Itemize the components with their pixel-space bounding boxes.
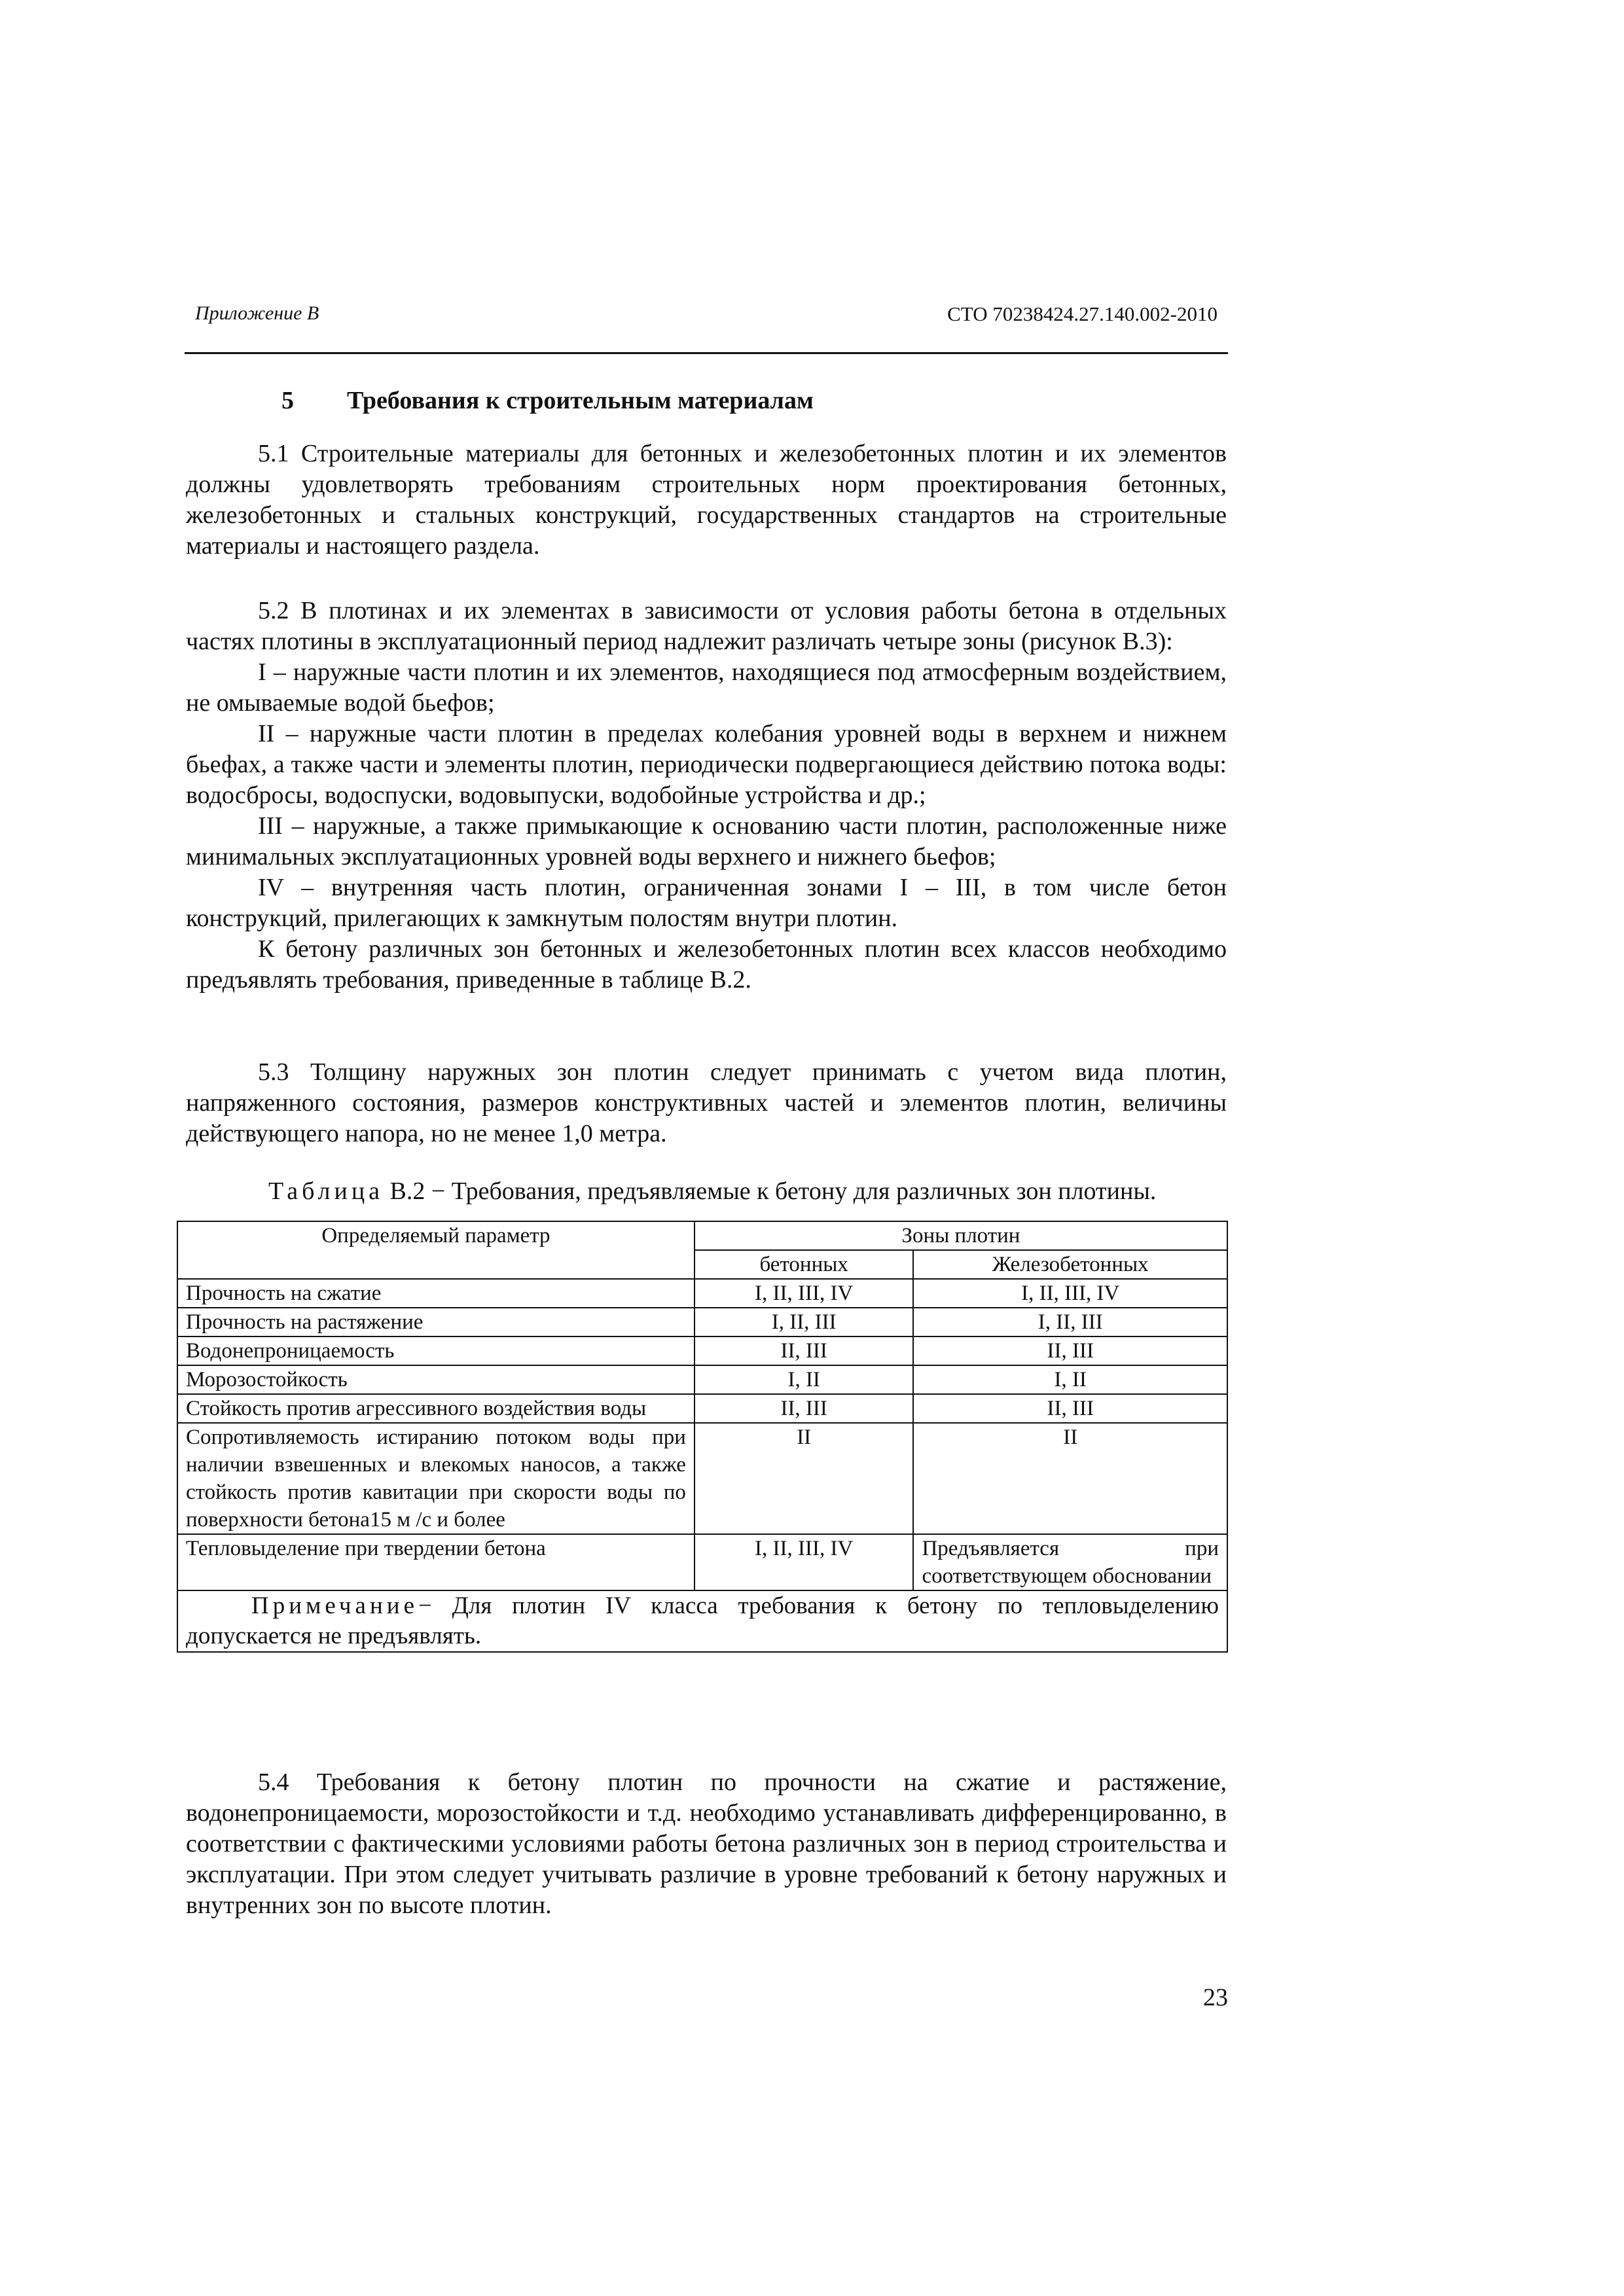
row-concrete: II: [695, 1423, 914, 1534]
paragraph-5-1-text: 5.1 Строительные материалы для бетонных и железобетонных плотин и их элементов должны удовлетворять требованиям строительных норм проектирования бетонных, железобетонных и стальных конструкций, государственных стандартов на строительные материалы и настоящего раздела.: [186, 440, 1227, 560]
table-caption: [268, 1177, 1156, 1206]
row-rc: I, II: [913, 1365, 1227, 1394]
zone-1-description: I – наружные части плотин и их элементов, находящиеся под атмосферным воздействием, не омываемые водой бьефов;: [186, 658, 1227, 717]
table-row: [177, 1534, 1227, 1590]
row-concrete: II, III: [695, 1336, 914, 1365]
row-concrete: I, II, III, IV: [695, 1534, 914, 1590]
paragraph-5-1: [186, 439, 1227, 562]
page-header: [185, 300, 1228, 354]
paragraph-5-2-intro: 5.2 В плотинах и их элементах в зависимости от условия работы бетона в отдельных частях плотины в эксплуатационный период надлежит различать четыре зоны (рисунок В.3):: [186, 597, 1227, 655]
table-row: [177, 1308, 1227, 1336]
zone-3-description: III – наружные, а также примыкающие к основанию части плотин, расположенные ниже минимальных эксплуатационных уровней воды верхнего и нижнего бьефов;: [186, 812, 1227, 870]
table-row: [177, 1423, 1227, 1534]
zone-2-description: II – наружные части плотин в пределах колебания уровней воды в верхнем и нижнем бьефах, а также части и элементы плотин, периодически подвергающиеся действию потока воды: водосбросы, водоспуски, водовыпуски, водобойные устройства и др.;: [186, 720, 1227, 809]
row-param: Прочность на растяжение: [177, 1308, 695, 1336]
header-reinforced-concrete: Железобетонных: [913, 1250, 1227, 1279]
row-concrete: I, II: [695, 1365, 914, 1394]
page-number: 23: [1203, 1984, 1228, 2011]
note-text: − Для плотин IV класса требования к бетону по тепловыделению допускается не предъявлять.: [186, 1592, 1219, 1649]
row-param: Водонепроницаемость: [177, 1336, 695, 1365]
row-param: Стойкость против агрессивного воздействия воды: [177, 1394, 695, 1423]
row-rc: I, II, III, IV: [913, 1279, 1227, 1308]
note-label: Примечание: [251, 1592, 418, 1619]
table-row: [177, 1394, 1227, 1423]
section-title: [281, 386, 814, 415]
table-note: [177, 1590, 1227, 1652]
table-row: [177, 1279, 1227, 1308]
row-rc: II, III: [913, 1394, 1227, 1423]
paragraph-5-4: [186, 1767, 1227, 1921]
section-heading: Требования к строительным материалам: [347, 387, 814, 414]
paragraph-5-2: [186, 596, 1227, 996]
header-param: Определяемый параметр: [177, 1221, 695, 1279]
row-rc: II, III: [913, 1336, 1227, 1365]
row-rc: Предъявляется при соответствующем обосновании: [913, 1534, 1227, 1590]
table-header-row: [177, 1221, 1227, 1250]
paragraph-5-2-outro: К бетону различных зон бетонных и железобетонных плотин всех классов необходимо предъявлять требования, приведенные в таблице В.2.: [186, 935, 1227, 994]
row-param: Прочность на сжатие: [177, 1279, 695, 1308]
table-note-row: [177, 1590, 1227, 1652]
row-concrete: II, III: [695, 1394, 914, 1423]
table-caption-text: В.2 − Требования, предъявляемые к бетону для различных зон плотины.: [389, 1177, 1157, 1205]
paragraph-5-4-text: 5.4 Требования к бетону плотин по прочности на сжатие и растяжение, водонепроницаемости, морозостойкости и т.д. необходимо устанавливать дифференцированно, в соответствии с фактическими условиями работы бетона различных зон в период строительства и эксплуатации. При этом следует учитывать различие в уровне требований к бетону наружных и внутренних зон по высоте плотин.: [186, 1768, 1227, 1919]
appendix-label: Приложение В: [195, 302, 319, 324]
standard-code: СТО 70238424.27.140.002-2010: [947, 302, 1218, 325]
row-concrete: I, II, III, IV: [695, 1279, 914, 1308]
row-param: Морозостойкость: [177, 1365, 695, 1394]
row-rc: II: [913, 1423, 1227, 1534]
row-param: Тепловыделение при твердении бетона: [177, 1534, 695, 1590]
table-row: [177, 1365, 1227, 1394]
paragraph-5-3: [186, 1057, 1227, 1149]
header-zones: Зоны плотин: [695, 1221, 1227, 1250]
table-caption-label: Таблица: [268, 1177, 384, 1205]
table-row: [177, 1336, 1227, 1365]
requirements-table: [177, 1221, 1228, 1653]
row-concrete: I, II, III: [695, 1308, 914, 1336]
zone-4-description: IV – внутренняя часть плотин, ограниченная зонами I – III, в том числе бетон конструкций, прилегающих к замкнутым полостям внутри плотин.: [186, 874, 1227, 932]
paragraph-5-3-text: 5.3 Толщину наружных зон плотин следует принимать с учетом вида плотин, напряженного состояния, размеров конструктивных частей и элементов плотин, величины действующего напора, но не менее 1,0 метра.: [186, 1058, 1227, 1147]
row-rc: I, II, III: [913, 1308, 1227, 1336]
header-concrete: бетонных: [695, 1250, 914, 1279]
row-param: Сопротивляемость истиранию потоком воды при наличии взвешенных и влекомых наносов, а также стойкость против кавитации при скорости воды по поверхности бетона15 м /с и более: [177, 1423, 695, 1534]
section-number: 5: [281, 387, 294, 414]
